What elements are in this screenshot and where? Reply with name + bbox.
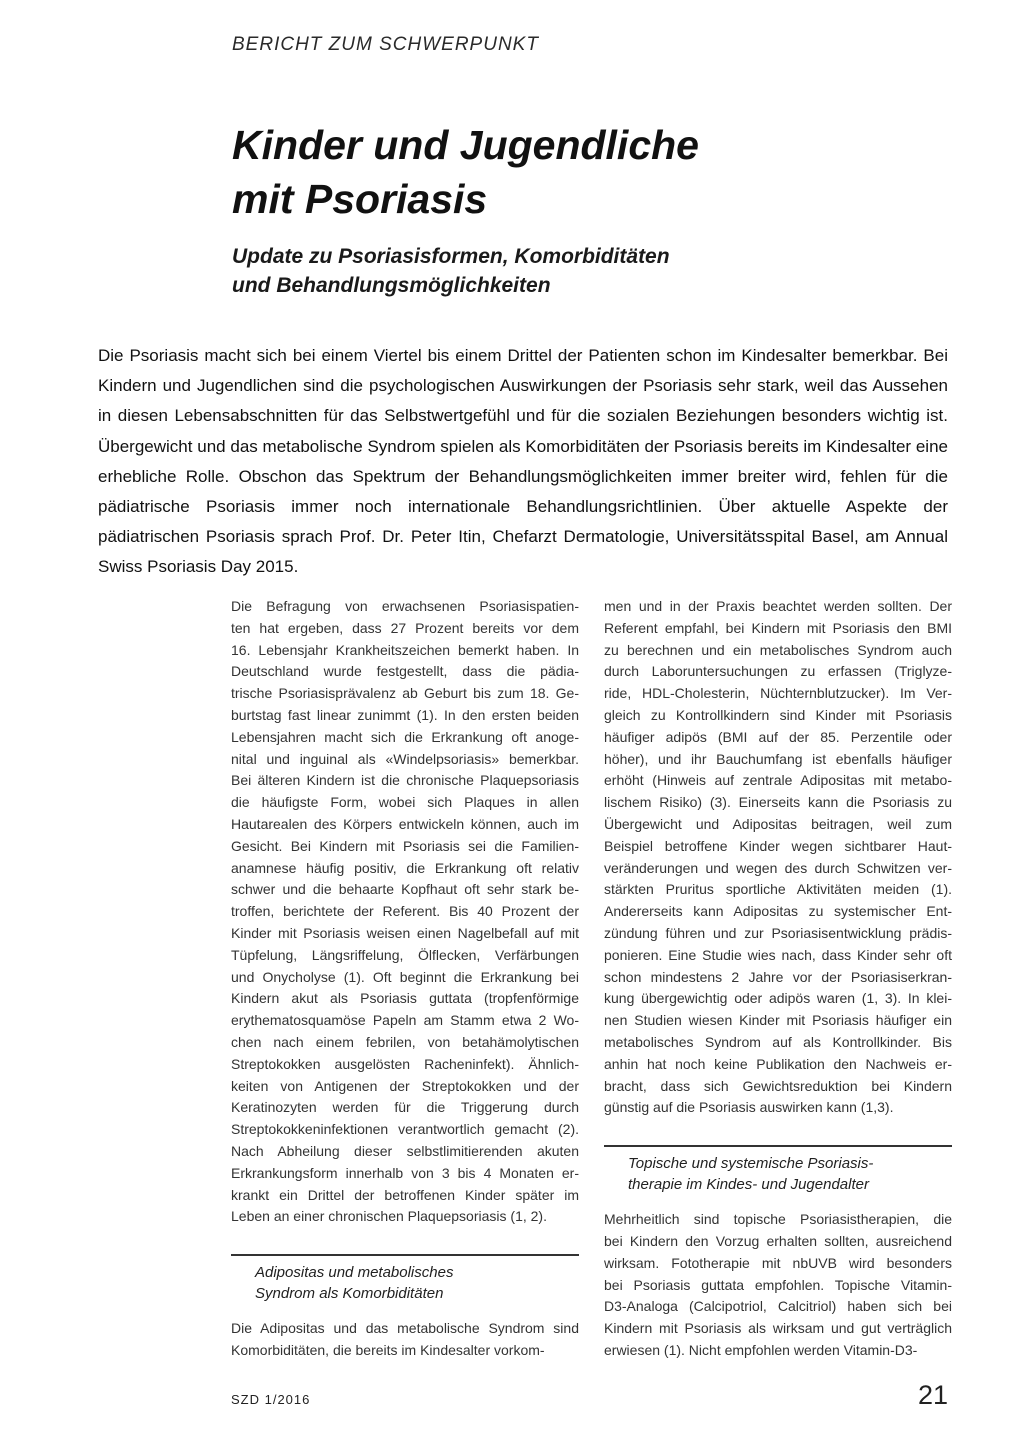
text-line: Die Befragung von erwachsenen Psoriasispatien- (231, 598, 579, 614)
text-line: bei Kindern den Vorzug erhalten sollten, ausreichend (604, 1232, 952, 1249)
text-line: Keratinozyten werden für die Triggerung durch (231, 1099, 579, 1116)
section-divider (231, 1254, 579, 1304)
text-line: durch Laboruntersuchungen zu erfassen (Triglyze- (604, 663, 952, 680)
body-column-right (604, 596, 952, 1362)
text-line: nital und inguinal als «Windelpsoriasis» bemerkbar. (231, 750, 579, 767)
title-line-1: Kinder und Jugendliche (232, 122, 699, 168)
text-line: anamnese häufig positiv, die Erkrankung oft relativ (231, 859, 579, 876)
text-line: Bei älteren Kindern ist die chronische Plaquepsoriasis (231, 772, 579, 789)
text-line: Kinder mit Psoriasis weisen einen Nagelbefall auf mit (231, 924, 579, 941)
section-heading-line: Syndrom als Komorbiditäten (255, 1285, 444, 1303)
text-line: Referent empfahl, bei Kindern mit Psoriasis den BMI (604, 619, 952, 636)
text-line: veränderungen und wegen des durch Schwitzen ver- (604, 859, 952, 876)
article-title (232, 118, 972, 226)
text-line: Lebensjahren macht sich die Erkrankung oft anoge- (231, 728, 579, 745)
text-line: Hautarealen des Körpers entwickeln können, auch im (231, 815, 579, 832)
text-line: ride, HDL-Cholesterin, Nüchternblutzucker). Im Ver- (604, 685, 952, 702)
text-line: Deutschland wurde festgestellt, dass die pädia- (231, 663, 579, 680)
body-paragraph (231, 596, 579, 1228)
text-line: schon mindestens 2 Jahre vor der Psoriasiserkran- (604, 968, 952, 985)
text-line: wirksam. Fototherapie mit nbUVB wird besonders (604, 1254, 952, 1271)
text-line: Komorbiditäten, die bereits im Kindesalter vorkom- (231, 1341, 545, 1358)
text-line: Nach Abheilung dieser selbstlimitierenden akuten (231, 1142, 579, 1159)
body-paragraph (604, 1209, 952, 1362)
text-line: Erkrankungsform innerhalb von 3 bis 4 Monaten er- (231, 1164, 579, 1181)
text-line: bei Psoriasis guttata empfohlen. Topische Vitamin- (604, 1276, 952, 1293)
text-line: erythematosquamöse Papeln am Stamm etwa 2 Wo- (231, 1012, 579, 1029)
body-column-left (231, 596, 579, 1362)
text-line: Leben an einer chronischen Plaquepsoriasis (1, 2). (231, 1208, 547, 1225)
text-line: Kindern akut als Psoriasis guttata (tropfenförmige (231, 990, 579, 1007)
text-line: keiten von Antigenen der Streptokokken und der (231, 1077, 579, 1094)
text-line: Tüpfelung, Längsriffelung, Ölflecken, Verfärbungen (231, 946, 579, 963)
text-line: kung übergewichtig oder adipös waren (1, 3). In klei- (604, 990, 952, 1007)
text-line: D3-Analoga (Calcipotriol, Calcitriol) haben sich bei (604, 1298, 952, 1315)
text-line: ponieren. Eine Studie wies nach, dass Kinder sehr oft (604, 946, 952, 963)
section-divider (604, 1145, 952, 1195)
lead-paragraph: Die Psoriasis macht sich bei einem Viertel bis einem Drittel der Patienten schon im Kindesalter bemerkbar. Bei Kindern und Jugendlichen sind die psychologischen Auswirkungen der Psoriasis sehr stark, weil das Aussehen in diesen Lebensabschnitten für das Selbstwertgefühl und für die sozialen Beziehungen besonders wichtig ist. Übergewicht und das metabolische Syndrom spielen als Komorbiditäten der Psoriasis bereits im Kindesalter eine erhebliche Rolle. Obschon das Spektrum der Behandlungsmöglichkeiten immer breiter wird, fehlen für die pädiatrische Psoriasis immer noch internationale Behandlungsrichtlinien. Über aktuelle Aspekte der pädiatrischen Psoriasis sprach Prof. Dr. Peter Itin, Chefarzt Dermatologie, Universitätsspital Basel, am Annual Swiss Psoriasis Day 2015. (98, 346, 948, 577)
text-line: metabolisches Syndrom auf als Kontrollkinder. Bis (604, 1033, 952, 1050)
article-subtitle (232, 242, 972, 300)
text-line: burtstag fast linear zunimmt (1). In den ersten beiden (231, 706, 579, 723)
title-line-2: mit Psoriasis (232, 176, 488, 222)
section-heading-line: Adipositas und metabolisches (255, 1264, 454, 1282)
text-line: Die Adipositas und das metabolische Syndrom sind (231, 1320, 579, 1337)
text-line: gleich zu Kontrollkindern sind Kinder mit Psoriasis (604, 706, 952, 723)
text-line: die häufigste Form, wobei sich Plaques in allen (231, 794, 579, 811)
subtitle-line-1: Update zu Psoriasisformen, Komorbiditäten (232, 245, 670, 268)
page-number: 21 (917, 1380, 948, 1410)
text-line: erhöht (Hinweis auf zentrale Adipositas mit metabo- (604, 772, 952, 789)
text-line: Beispiel betroffene Kinder wegen sichtbarer Haut- (604, 837, 952, 854)
text-line: 16. Lebensjahr Krankheitszeichen bemerkt haben. In (231, 641, 579, 658)
body-paragraph (604, 596, 952, 1119)
text-line: stärkten Pruritus sportliche Aktivitäten meiden (1). (604, 881, 952, 898)
section-heading-line: therapie im Kindes- und Jugendalter (628, 1176, 869, 1194)
text-line: Streptokokken ausgelösten Racheninfekt). Ähnlich- (231, 1055, 579, 1072)
text-line: nen Studien wiesen Kinder mit Psoriasis häufiger ein (604, 1012, 952, 1029)
body-paragraph (231, 1318, 579, 1362)
text-line: bracht, dass sich Gewichtsreduktion bei Kindern (604, 1077, 952, 1094)
text-line: anhin hat noch keine Publikation den Nachweis er- (604, 1055, 952, 1072)
text-line: trische Psoriasisprävalenz ab Geburt bis zum 18. Ge- (231, 685, 579, 702)
text-line: Andererseits kann Adipositas zu systemischer Ent- (604, 903, 952, 920)
section-heading (231, 1262, 579, 1304)
text-line: Übergewicht und Adipositas beitragen, weil zum (604, 815, 952, 832)
text-line: und Onycholyse (1). Oft beginnt die Erkrankung bei (231, 968, 579, 985)
section-kicker: BERICHT ZUM SCHWERPUNKT (232, 34, 539, 55)
text-line: troffen, berichtete der Referent. Bis 40 Prozent der (231, 903, 579, 920)
text-line: chen nach einem febrilen, von betahämolytischen (231, 1033, 579, 1050)
text-line: höher), und ihr Bauchumfang ist ebenfalls häufiger (604, 750, 952, 767)
text-line: häufiger adipös (BMI auf der 85. Perzentile oder (604, 728, 952, 745)
text-line: Streptokokkeninfektionen verantwortlich gemacht (2). (231, 1121, 579, 1138)
text-line: men und in der Praxis beachtet werden sollten. Der (604, 598, 952, 614)
subtitle-line-2: und Behandlungsmöglichkeiten (232, 274, 551, 297)
text-line: günstig auf die Psoriasis auswirken kann (1,3). (604, 1099, 894, 1116)
section-heading-line: Topische und systemische Psoriasis- (628, 1155, 874, 1173)
section-heading (604, 1153, 952, 1195)
text-line: Mehrheitlich sind topische Psoriasistherapien, die (604, 1211, 952, 1228)
text-line: krankt ein Drittel der betroffenen Kinder später im (231, 1186, 579, 1203)
text-line: Kindern mit Psoriasis als wirksam und gut verträglich (604, 1320, 952, 1337)
text-line: zündung führen und zur Psoriasisentwicklung prädis- (604, 924, 952, 941)
text-line: ten hat ergeben, dass 27 Prozent bereits vor dem (231, 619, 579, 636)
text-line: schwer und die behaarte Kopfhaut oft sehr stark be- (231, 881, 579, 898)
text-line: zu berechnen und ein metabolisches Syndrom auch (604, 641, 952, 658)
text-line: lischem Risiko) (3). Einerseits kann die Psoriasis zu (604, 794, 952, 811)
text-line: erwiesen (1). Nicht empfohlen werden Vitamin-D3- (604, 1341, 918, 1358)
journal-issue: SZD 1/2016 (231, 1392, 311, 1407)
text-line: Gesicht. Bei Kindern mit Psoriasis sei die Familien- (231, 837, 579, 854)
